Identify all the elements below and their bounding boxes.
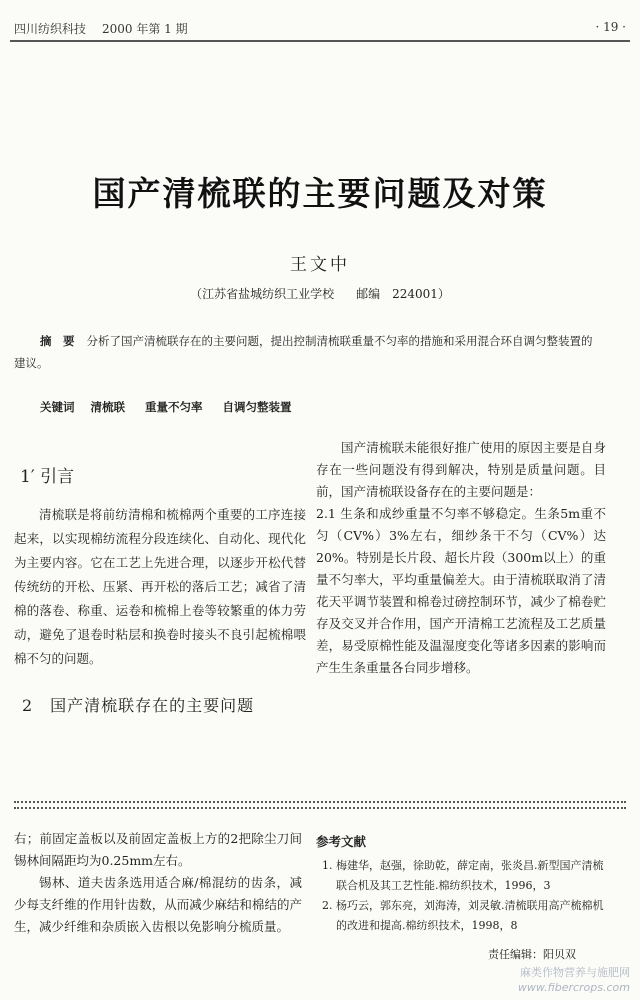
left-column (14, 462, 306, 716)
section-heading-problems: 2 国产清梳联存在的主要问题 (22, 696, 255, 715)
responsible-editor: 责任编辑：阳贝双 (488, 948, 576, 961)
watermark-url: www.fibercrops.com (517, 981, 630, 994)
abstract (14, 330, 594, 374)
affiliation-postcode: 邮编 224001） (356, 287, 450, 301)
references-list (316, 856, 608, 936)
keyword: 清梳联 (90, 400, 126, 414)
continued-text (14, 828, 302, 938)
problems-intro: 国产清梳联未能很好推广使用的原因主要是自身存在一些问题没有得到解决，特别是质量问题。目前，国产清梳联设备存在的主要问题是： (316, 440, 606, 499)
reference-item: 2. 杨巧云，郭东亮，刘海涛，刘灵敏.清梳联用高产梳棉机的改进和提高.棉纺织技术，1998，8 (336, 896, 608, 936)
right-column (316, 437, 606, 679)
keyword: 重量不匀率 (145, 400, 203, 414)
issue-info: 2000 年第 1 期 (102, 22, 188, 36)
header-rule (10, 40, 630, 42)
keywords (40, 399, 600, 415)
references (316, 832, 608, 936)
problem-point-2-1: 2.1 生条和成纱重量不匀率不够稳定。生条5m重不匀（CV%）3%左右，细纱条干不匀（CV%）达20%。特别是长片段、超长片段（300m以上）的重量不匀率大，平均重量偏差大。由于清梳联取消了清花天平调节装置和棉卷过磅控制环节，减少了棉卷贮存及交叉并合作用，国产开清棉工艺流程及工艺质量差，易受原棉性能及温湿度变化等诸多因素的影响而产生生条重量各台同步增移。 (316, 506, 606, 675)
keyword: 自调匀整装置 (222, 400, 292, 414)
keywords-label: 关键词 (40, 400, 75, 414)
continued-line-2: 锡林、道夫齿条选用适合麻/棉混纺的齿条，减少每支纤维的作用针齿数，从而减少麻结和棉结的产生，减少纤维和杂质嵌入齿根以免影响分梳质量。 (14, 875, 302, 934)
abstract-label: 摘 要 (40, 334, 75, 348)
author-name: 王文中 (290, 255, 350, 275)
reference-item: 1. 梅建华，赵强，徐助乾，薛定南，张炎昌.新型国产清梳联合机及其工艺性能.棉纺织技术，1996，3 (336, 856, 608, 896)
watermark-cn: 麻类作物营养与施肥网 (520, 966, 630, 979)
continued-line-1: 右；前固定盖板以及前固定盖板上方的2把除尘刀间锡林间隔距均为0.25mm左右。 (14, 831, 302, 868)
running-header (14, 20, 626, 42)
abstract-text: 分析了国产清梳联存在的主要问题，提出控制清梳联重量不匀率的措施和采用混合环自调匀整装置的建议。 (14, 334, 593, 370)
references-heading: 参考文献 (316, 834, 367, 849)
paper-title: 国产清梳联的主要问题及对策 (92, 174, 548, 213)
journal-name: 四川纺织科技 (14, 22, 87, 36)
section-heading-introduction: 1′ 引言 (20, 467, 75, 487)
section-divider (14, 801, 626, 809)
watermark (518, 965, 630, 995)
page-number: · 19 · (595, 20, 626, 34)
affiliation-school: （江苏省盐城纺织工业学校 (190, 287, 335, 301)
introduction-paragraph: 清梳联是将前纺清棉和梳棉两个重要的工序连接起来，以实现棉纺流程分段连续化、自动化、现代化为主要内容。它在工艺上先进合理，以逐步开松代替传统纺的开松、压紧、再开松的落后工艺；减省了清棉的落卷、称重、运卷和梳棉上卷等较繁重的体力劳动，避免了退卷时粘层和换卷时接头不良引起梳棉喂棉不匀的问题。 (14, 507, 306, 666)
affiliation (0, 285, 640, 302)
